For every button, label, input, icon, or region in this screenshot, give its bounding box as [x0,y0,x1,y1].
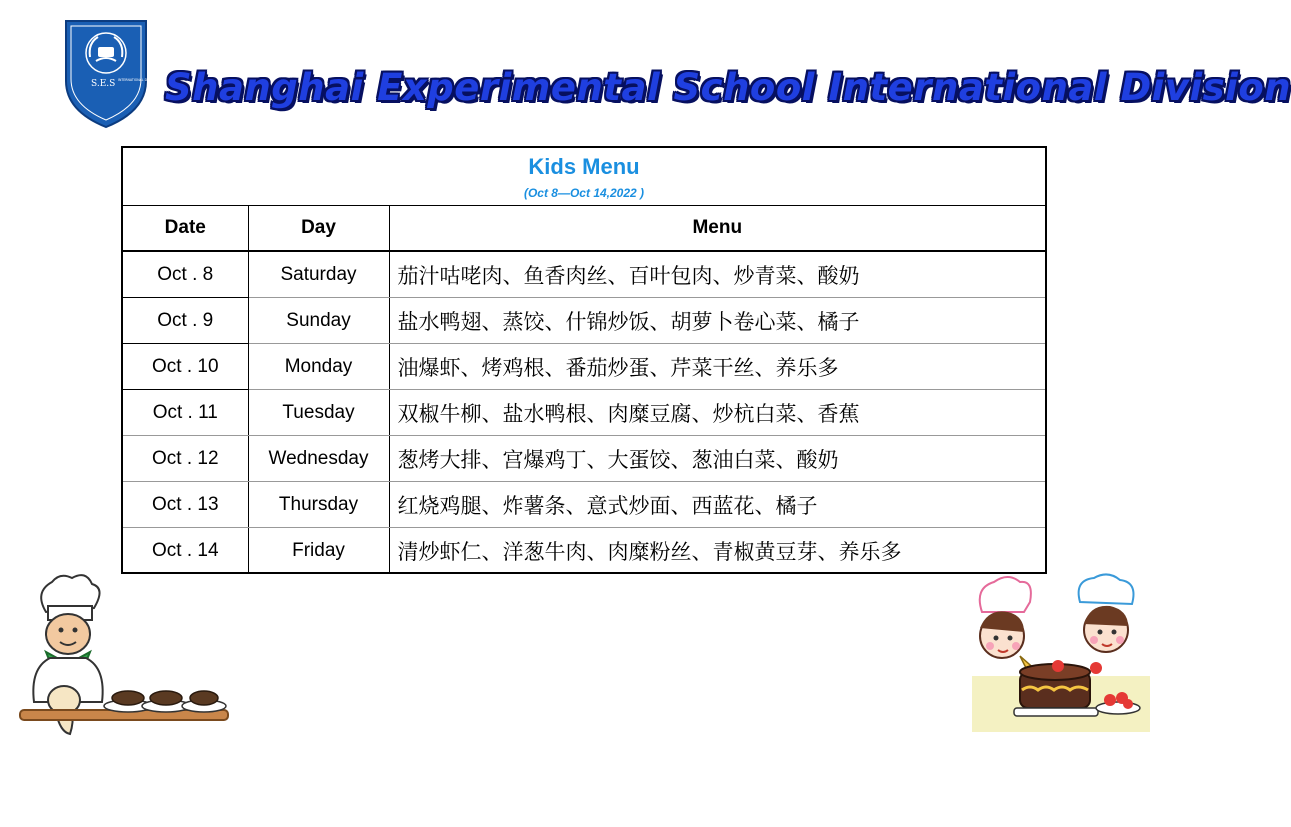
date-cell: Oct . 12 [123,436,248,482]
kids-menu-panel [121,146,1047,574]
day-cell: Thursday [248,482,389,528]
menu-cell: 盐水鸭翅、蒸饺、什锦炒饭、胡萝卜卷心菜、橘子 [389,298,1045,344]
date-cell: Oct . 14 [123,528,248,574]
day-cell: Monday [248,344,389,390]
table-row [123,390,1045,436]
table-row [123,251,1045,298]
table-row [123,436,1045,482]
date-cell: Oct . 11 [123,390,248,436]
table-row [123,344,1045,390]
date-cell: Oct . 9 [123,298,248,344]
table-header-row [123,206,1045,251]
menu-cell: 茄汁咕咾肉、鱼香肉丝、百叶包肉、炒青菜、酸奶 [389,251,1045,298]
menu-cell: 葱烤大排、宫爆鸡丁、大蛋饺、葱油白菜、酸奶 [389,436,1045,482]
day-cell: Wednesday [248,436,389,482]
menu-cell: 红烧鸡腿、炸薯条、意式炒面、西蓝花、橘子 [389,482,1045,528]
school-logo [62,17,159,129]
menu-table [123,206,1045,573]
menu-header [123,148,1045,206]
table-row [123,298,1045,344]
kids-baking-illustration [968,572,1152,734]
menu-title: Kids Menu [528,154,640,179]
menu-cell: 双椒牛柳、盐水鸭根、肉糜豆腐、炒杭白菜、香蕉 [389,390,1045,436]
logo-subtext: INTERNATIONAL DIVISION [118,78,159,82]
column-header-date: Date [123,206,248,251]
school-name-banner: Shanghai Experimental School International Division [165,66,1291,109]
day-cell: Friday [248,528,389,574]
day-cell: Sunday [248,298,389,344]
logo-text: S.E.S [91,79,116,89]
menu-date-range: (Oct 8—Oct 14,2022 ) [523,186,645,200]
date-cell: Oct . 8 [123,251,248,298]
table-row [123,482,1045,528]
day-cell: Tuesday [248,390,389,436]
date-cell: Oct . 10 [123,344,248,390]
day-cell: Saturday [248,251,389,298]
column-header-menu: Menu [389,206,1045,251]
date-cell: Oct . 13 [123,482,248,528]
chef-illustration [16,572,230,740]
table-row [123,528,1045,574]
menu-cell: 油爆虾、烤鸡根、番茄炒蛋、芹菜干丝、养乐多 [389,344,1045,390]
column-header-day: Day [248,206,389,251]
menu-cell: 清炒虾仁、洋葱牛肉、肉糜粉丝、青椒黄豆芽、养乐多 [397,539,902,564]
